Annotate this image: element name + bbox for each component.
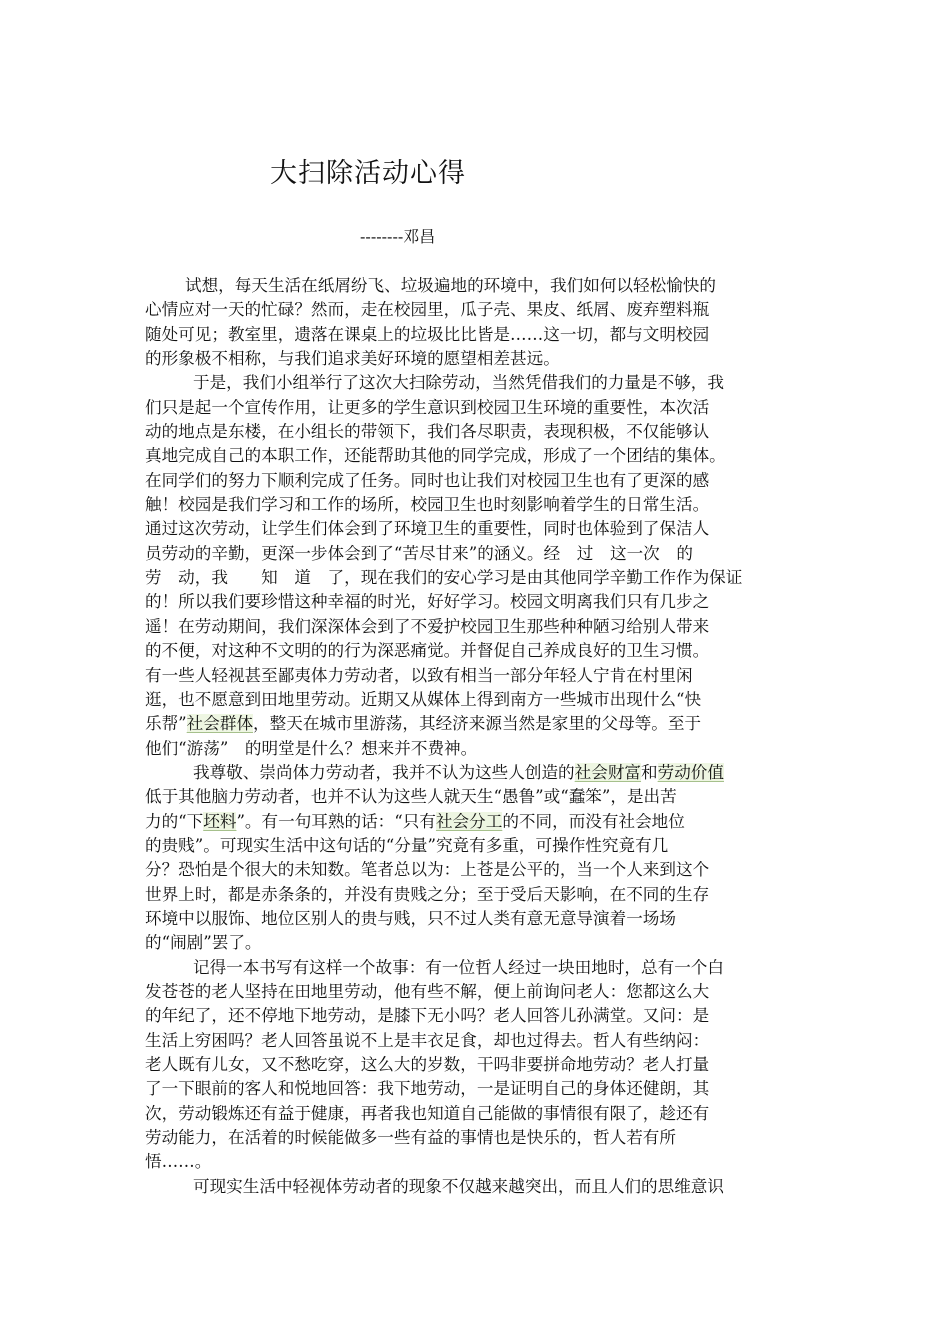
text-line — [145, 420, 805, 444]
text-span: 的不便，对这种不文明的的行为深恶痛觉。并督促自己养成良好的卫生习惯。 — [145, 641, 710, 661]
highlighted-term: 劳动价值 — [657, 762, 724, 782]
text-span: 遥！在劳动期间，我们深深体会到了不爱护校园卫生那些种种陋习给别人带来 — [145, 616, 710, 636]
text-line — [145, 956, 805, 980]
body-text — [145, 274, 805, 1199]
text-line — [145, 1077, 805, 1101]
text-span: 世界上时，都是赤条条的，并没有贵贱之分；至于受后天影响，在不同的生存 — [145, 884, 710, 904]
text-line — [145, 931, 805, 955]
text-span: 可现实生活中轻视体劳动者的现象不仅越来越突出，而且人们的思维意识 — [193, 1176, 724, 1196]
text-line — [145, 712, 805, 736]
text-line — [145, 615, 805, 639]
text-line — [145, 298, 805, 322]
text-span: 于是，我们小组举行了这次大扫除劳动，当然凭借我们的力量是不够，我 — [193, 373, 724, 393]
text-span: 员劳动的辛勤，更深一步体会到了“苦尽甘来”的涵义。经 过 这一次 的 — [145, 543, 693, 563]
text-span: 低于其他脑力劳动者，也并不认为这些人就天生“愚鲁”或“蠢笨”，是出苦 — [145, 787, 677, 807]
text-line — [145, 883, 805, 907]
page-title: 大扫除活动心得 — [270, 158, 466, 189]
text-line — [145, 517, 805, 541]
text-line — [145, 469, 805, 493]
text-line — [145, 444, 805, 468]
text-line — [145, 323, 805, 347]
text-span: 的年纪了，还不停地下地劳动，是膝下无小吗？老人回答儿孙满堂。又问：是 — [145, 1006, 710, 1026]
highlighted-term: 社会群体 — [186, 714, 254, 734]
text-line — [145, 542, 805, 566]
text-span: 老人既有儿女，又不愁吃穿，这么大的岁数，干吗非要拼命地劳动？老人打量 — [145, 1055, 710, 1074]
text-span: 的不同，而没有社会地位 — [502, 811, 685, 831]
text-line — [145, 566, 805, 590]
text-span: 力的“下 — [145, 811, 204, 831]
author-line: --------邓昌 — [360, 227, 436, 246]
text-span: ，整天在城市里游荡，其经济来源当然是家里的父母等。至于 — [253, 714, 702, 734]
text-line — [145, 980, 805, 1004]
text-span: ”。有一句耳熟的话：“只有 — [236, 811, 436, 831]
text-line — [145, 1150, 805, 1174]
text-span: 次，劳动锻炼还有益于健康，再者我也知道自己能做的事情很有限了，趁还有 — [145, 1103, 710, 1123]
text-span: 有一些人轻视甚至鄙夷体力劳动者，以致有相当一部分年轻人宁肯在村里闲 — [145, 665, 693, 685]
text-line — [145, 810, 805, 834]
text-span: 乐帮” — [145, 714, 187, 734]
text-line — [145, 639, 805, 663]
text-span: 触！校园是我们学习和工作的场所，校园卫生也时刻影响着学生的日常生活。 — [145, 495, 710, 515]
text-line — [145, 493, 805, 517]
highlighted-term: 坯料 — [203, 811, 237, 831]
text-span: 动的地点是东楼，在小组长的带领下，我们各尽职责，表现积极，不仅能够认 — [145, 422, 710, 442]
text-span: 的形象极不相称，与我们追求美好环境的愿望相差甚远。 — [145, 349, 560, 369]
text-span: 们只是起一个宣传作用，让更多的学生意识到校园卫生环境的重要性，本次活 — [145, 397, 710, 417]
text-line — [145, 1175, 805, 1199]
text-span: 记得一本书写有这样一个故事：有一位哲人经过一块田地时，总有一个白 — [193, 957, 724, 977]
text-span: 逛，也不愿意到田地里劳动。近期又从媒体上得到南方一些城市出现什么“快 — [145, 689, 702, 709]
text-span: 在同学们的努力下顺利完成了任务。同时也让我们对校园卫生也有了更深的感 — [145, 470, 710, 490]
text-span: 劳动能力，在活着的时候能做多一些有益的事情也是快乐的，哲人若有所 — [145, 1128, 676, 1148]
text-span: 随处可见；教室里，遗落在课桌上的垃圾比比皆是……这一切，都与文明校园 — [145, 324, 710, 344]
text-span: 的“闹剧”罢了。 — [145, 933, 262, 953]
text-line — [145, 907, 805, 931]
text-span: 试想，每天生活在纸屑纷飞、垃圾遍地的环境中，我们如何以轻松愉快的 — [185, 276, 716, 295]
text-span: 我尊敬、崇尚体力劳动者，我并不认为这些人创造的 — [193, 762, 575, 782]
text-line — [145, 371, 805, 395]
highlighted-term: 社会分工 — [435, 811, 503, 831]
text-span: 环境中以服饰、地位区别人的贵与贱，只不过人类有意无意导演着一场场 — [145, 908, 676, 928]
text-span: 的贵贱”。可现实生活中这句话的“分量”究竟有多重，可操作性究竟有几 — [145, 835, 669, 855]
text-span: 分？恐怕是个很大的未知数。笔者总以为：上苍是公平的，当一个人来到这个 — [145, 860, 710, 880]
text-span: 他们“游荡” 的明堂是什么？想来并不费神。 — [145, 738, 478, 758]
text-line — [145, 1029, 805, 1053]
text-line — [145, 761, 805, 785]
text-line — [145, 347, 805, 371]
text-line — [145, 396, 805, 420]
text-span: 了一下眼前的客人和悦地回答：我下地劳动，一是证明自己的身体还健朗，其 — [145, 1079, 710, 1099]
text-span: 发苍苍的老人坚持在田地里劳动，他有些不解，便上前询问老人：您都这么大 — [145, 981, 710, 1001]
text-span: 悟……。 — [145, 1152, 212, 1172]
text-line — [145, 737, 805, 761]
text-span: 劳 动，我 知 道 了，现在我们的安心学习是由其他同学辛勤工作作为保证 — [145, 568, 743, 588]
highlighted-term: 社会财富 — [574, 762, 642, 782]
text-span: 心情应对一天的忙碌？然而，走在校园里，瓜子壳、果皮、纸屑、废弃塑料瓶 — [145, 300, 710, 320]
text-line — [145, 274, 805, 298]
text-line — [145, 664, 805, 688]
text-span: 的！所以我们要珍惜这种幸福的时光，好好学习。校园文明离我们只有几步之 — [145, 592, 710, 612]
text-span: 真地完成自己的本职工作，还能帮助其他的同学完成，形成了一个团结的集体。 — [145, 446, 726, 466]
text-line — [145, 785, 805, 809]
text-line — [145, 834, 805, 858]
text-line — [145, 1004, 805, 1028]
text-span: 生活上穷困吗？老人回答虽说不上是丰衣足食，却也过得去。哲人有些纳闷： — [145, 1030, 710, 1050]
text-span: 和 — [641, 762, 658, 782]
text-span: 通过这次劳动，让学生们体会到了环境卫生的重要性，同时也体验到了保洁人 — [145, 519, 710, 539]
text-line — [145, 1126, 805, 1150]
text-line — [145, 1102, 805, 1126]
text-line — [145, 1053, 805, 1077]
text-line — [145, 858, 805, 882]
text-line — [145, 688, 805, 712]
text-line — [145, 590, 805, 614]
